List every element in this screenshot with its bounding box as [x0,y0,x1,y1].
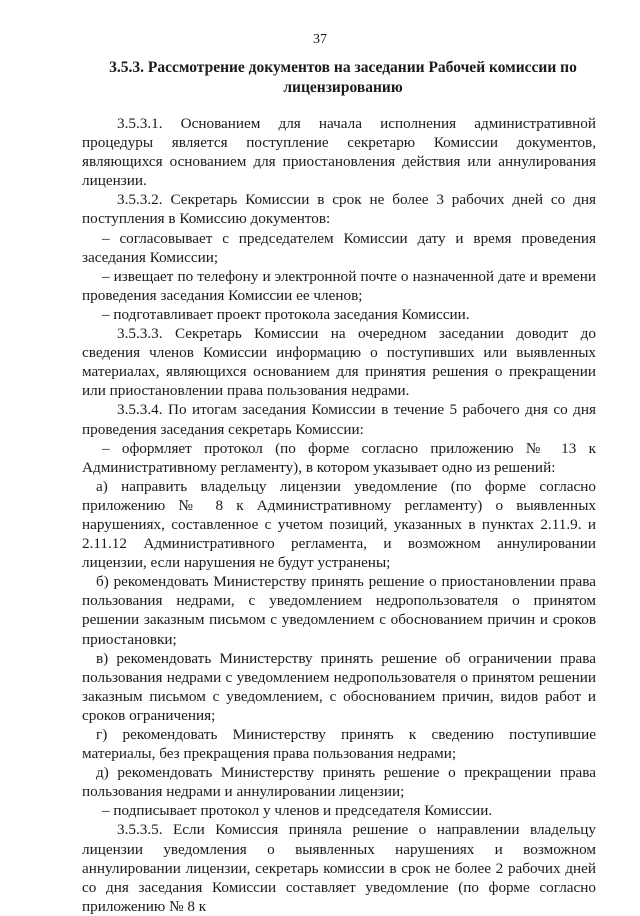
list-item-draw-up-protocol: – оформляет протокол (по форме согласно приложению № 13 к Административному регламенту), в котором указывает одно из решений: [82,439,596,476]
decision-option-a: а) направить владельцу лицензии уведомление (по форме согласно приложению № 8 к Административному регламенту) о выявленных нарушениях, составленное с учетом позиций, указанных в пунктах 2.11.9. и 2.11.12 Административного регламента, и возможном аннулировании лицензии, если нарушения не будут устранены; [82,477,596,572]
paragraph-3-5-3-4: 3.5.3.4. По итогам заседания Комиссии в течение 5 рабочего дня со дня проведения заседания секретарь Комиссии: [82,401,596,438]
paragraph-3-5-3-1: 3.5.3.1. Основанием для начала исполнения административной процедуры является поступление секретарю Комиссии документов, являющихся основанием для приостановления действия или аннулирования лицензии. [82,115,596,190]
document-body [82,114,596,916]
list-item-notify-members: – извещает по телефону и электронной почте о назначенной дате и времени проведения заседания Комиссии ее членов; [82,267,596,304]
decision-option-g: г) рекомендовать Министерству принять к сведению поступившие материалы, без прекращения права пользования недрами; [82,726,596,763]
list-item-agree-date: – согласовывает с председателем Комиссии дату и время проведения заседания Комиссии; [82,229,596,266]
section-heading: 3.5.3. Рассмотрение документов на заседании Рабочей комиссии по лицензированию [109,59,577,96]
decision-option-b: б) рекомендовать Министерству принять решение о приостановлении права пользования недрами, с уведомлением недропользователя о принятом решении заказным письмом с уведомлением с обоснованием причин и сроков приостановки; [82,573,596,648]
paragraph-3-5-3-5: 3.5.3.5. Если Комиссия приняла решение о направлении владельцу лицензии уведомления о выявленных нарушениях и возможном аннулировании лицензии, секретарь комиссии в срок не более 2 рабочих дней со дня заседания Комиссии составляет уведомление (по форме согласно приложению № 8 к [82,821,596,915]
page-number: 37 [313,32,327,47]
paragraph-3-5-3-3: 3.5.3.3. Секретарь Комиссии на очередном заседании доводит до сведения членов Комиссии информацию о поступивших или выявленных материалах, являющихся основанием для принятия решения о прекращении или приостановлении права пользования недрами. [82,325,596,400]
list-item-sign-protocol: – подписывает протокол у членов и председателя Комиссии. [102,802,493,820]
paragraph-3-5-3-2: 3.5.3.2. Секретарь Комиссии в срок не более 3 рабочих дней со дня поступления в Комиссию документов: [82,191,596,228]
list-item-prepare-protocol: – подготавливает проект протокола заседания Комиссии. [102,305,470,323]
decision-option-v: в) рекомендовать Министерству принять решение об ограничении права пользования недрами с уведомлением недропользователя о принятом решении заказным письмом с уведомлением, с обоснованием причин, видов работ и сроков ограничения; [82,649,596,724]
decision-option-d: д) рекомендовать Министерству принять решение о прекращении права пользования недрами и аннулировании лицензии; [82,764,596,801]
